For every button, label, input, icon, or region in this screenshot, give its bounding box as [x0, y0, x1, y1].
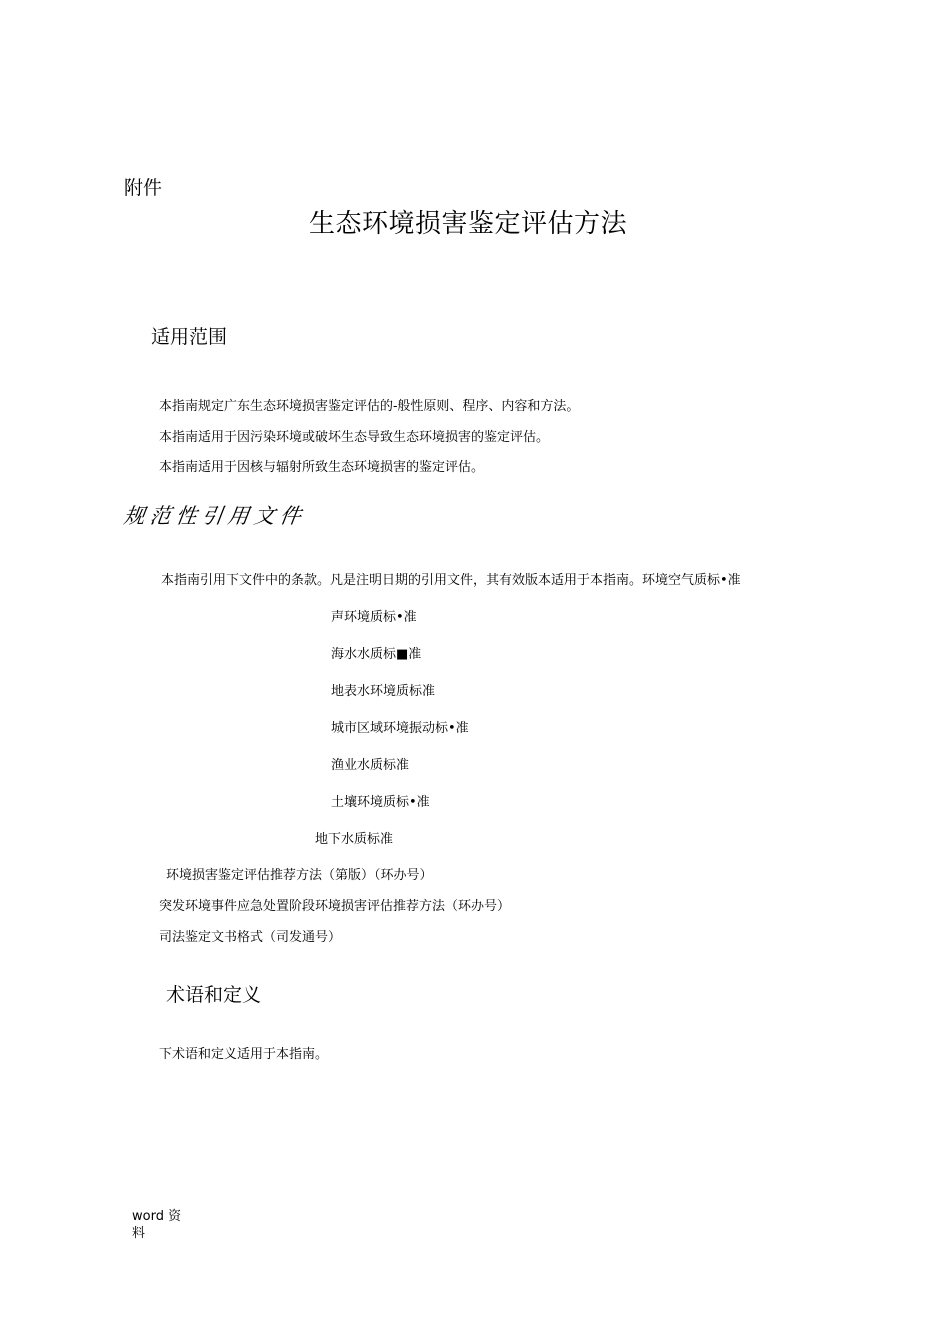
document-title: 生态环境损害鉴定评估方法: [309, 209, 628, 239]
terms-heading: 术语和定义: [166, 984, 262, 1006]
standard-item: 土壤环境质标•准: [331, 795, 430, 810]
footer-line: word 资: [132, 1209, 182, 1224]
footer-note: [132, 1208, 181, 1242]
standard-item: 地表水环境质标准: [331, 684, 436, 699]
standard-item: 渔业水质标准: [331, 758, 410, 773]
reference-document: 突发环境事件应急处置阶段环境损害评估推荐方法（环办号）: [159, 899, 511, 914]
references-heading: 规范性引用文件: [122, 504, 308, 528]
reference-document: 环境损害鉴定评估推荐方法（第版）（环办号）: [166, 868, 433, 883]
scope-paragraph: 本指南适用于因污染环境或破坏生态导致生态环境损害的鉴定评估。: [159, 430, 550, 445]
attachment-label: 附件: [124, 177, 163, 199]
references-intro: 本指南引用下文件中的条款。凡是注明日期的引用文件，其有效版本适用于本指南。环境空气质标•准: [161, 573, 741, 588]
reference-document: 司法鉴定文书格式（司发通号）: [159, 930, 342, 945]
standard-item: 地下水质标准: [315, 832, 394, 847]
standard-item: 声环境质标•准: [331, 610, 417, 625]
scope-paragraph: 本指南规定广东生态环境损害鉴定评估的-般性原则、程序、内容和方法。: [159, 399, 580, 414]
footer-line: 料: [132, 1226, 146, 1241]
terms-paragraph: 下术语和定义适用于本指南。: [159, 1047, 329, 1062]
standard-item: 海水水质标■准: [331, 647, 422, 662]
standard-item: 城市区域环境振动标•准: [331, 721, 469, 736]
scope-paragraph: 本指南适用于因核与辐射所致生态环境损害的鉴定评估。: [159, 460, 485, 475]
scope-heading: 适用范围: [151, 326, 228, 348]
